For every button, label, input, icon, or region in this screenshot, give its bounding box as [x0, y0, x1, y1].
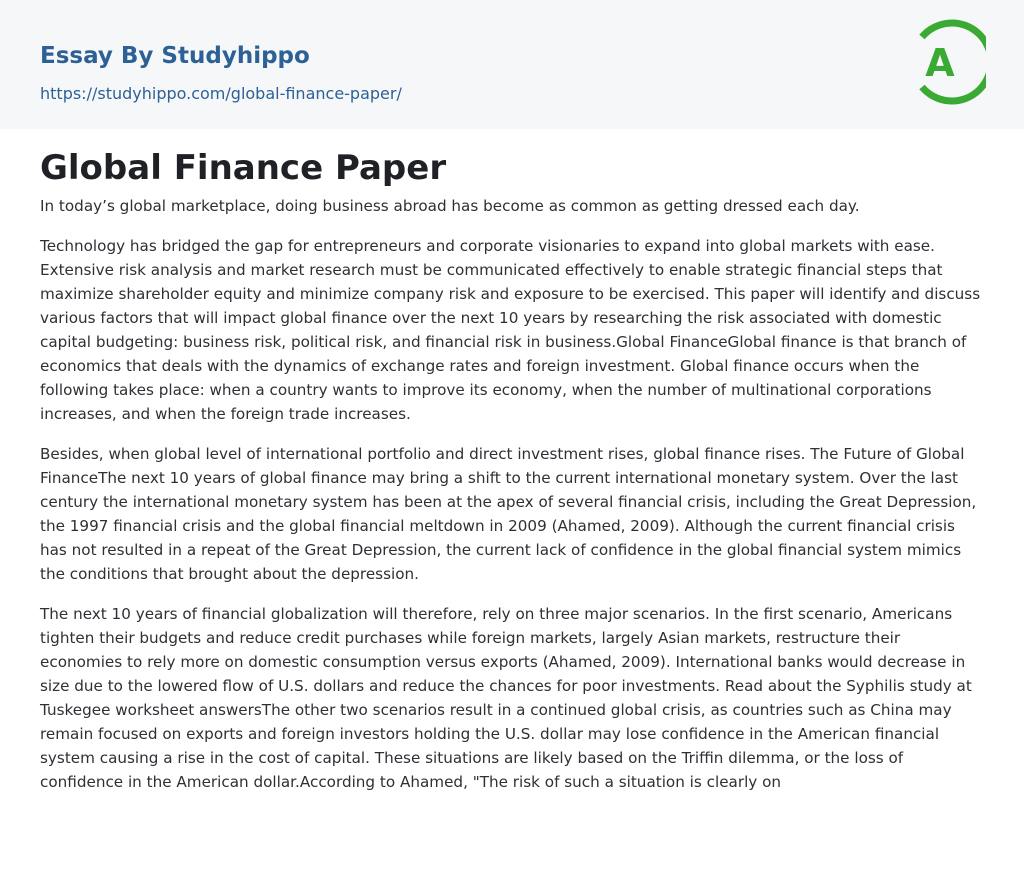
paragraph-4-text-start: The next 10 years of financial globalization will therefore, rely on three major scenarios. In the first scenario, Americans tighten their budgets and reduce credit purchases while foreign markets, largely Asian markets, restructure their economies to rely more on domestic consumption versus exports (Ahamed, 2009). International banks would decrease in size due to the lowered flow of U.S. dollars and reduce the chances for poor investments. [40, 605, 966, 695]
logo-letter: A [925, 41, 955, 85]
article-body [40, 194, 986, 810]
related-essay-link[interactable]: Read about the Syphilis study at Tuskegee worksheet answers [40, 677, 972, 719]
essay-url-link[interactable]: https://studyhippo.com/global-finance-paper/ [40, 84, 402, 103]
site-brand[interactable]: Essay By Studyhippo [40, 43, 310, 69]
page-title: Global Finance Paper [40, 148, 447, 188]
paragraph-2: Technology has bridged the gap for entrepreneurs and corporate visionaries to expand into global markets with ease. Extensive risk analysis and market research must be communicated effectively to enable strategic financial steps that maximize shareholder equity and minimize company risk and exposure to be exercised. This paper will identify and discuss various factors that will impact global finance over the next 10 years by researching the risk associated with domestic capital budgeting: business risk, political risk, and financial risk in business.Global FinanceGlobal finance is that branch of economics that deals with the dynamics of exchange rates and foreign investment. Global finance occurs when the following takes place: when a country wants to improve its economy, when the number of multinational corporations increases, and when the foreign trade increases. [40, 237, 981, 423]
paragraph-4 [40, 602, 986, 794]
paragraph-4-text-end: The other two scenarios result in a continued global crisis, as countries such as China may remain focused on exports and foreign investors holding the U.S. dollar may lose confidence in the American financial system causing a rise in the cost of capital. These situations are likely based on the Triffin dilemma, or the loss of confidence in the American dollar.According to Ahamed, "The risk of such a situation is clearly on [40, 701, 952, 791]
studyhippo-logo[interactable] [912, 19, 986, 105]
paragraph-3: Besides, when global level of international portfolio and direct investment rises, global finance rises. The Future of Global FinanceThe next 10 years of global finance may bring a shift to the current international monetary system. Over the last century the international monetary system has been at the apex of several financial crisis, including the Great Depression, the 1997 financial crisis and the global financial meltdown in 2009 (Ahamed, 2009). Although the current financial crisis has not resulted in a repeat of the Great Depression, the current lack of confidence in the global financial system mimics the conditions that brought about the depression. [40, 445, 977, 583]
paragraph-1: In today’s global marketplace, doing business abroad has become as common as getting dressed each day. [40, 197, 860, 215]
logo-icon [912, 19, 986, 105]
